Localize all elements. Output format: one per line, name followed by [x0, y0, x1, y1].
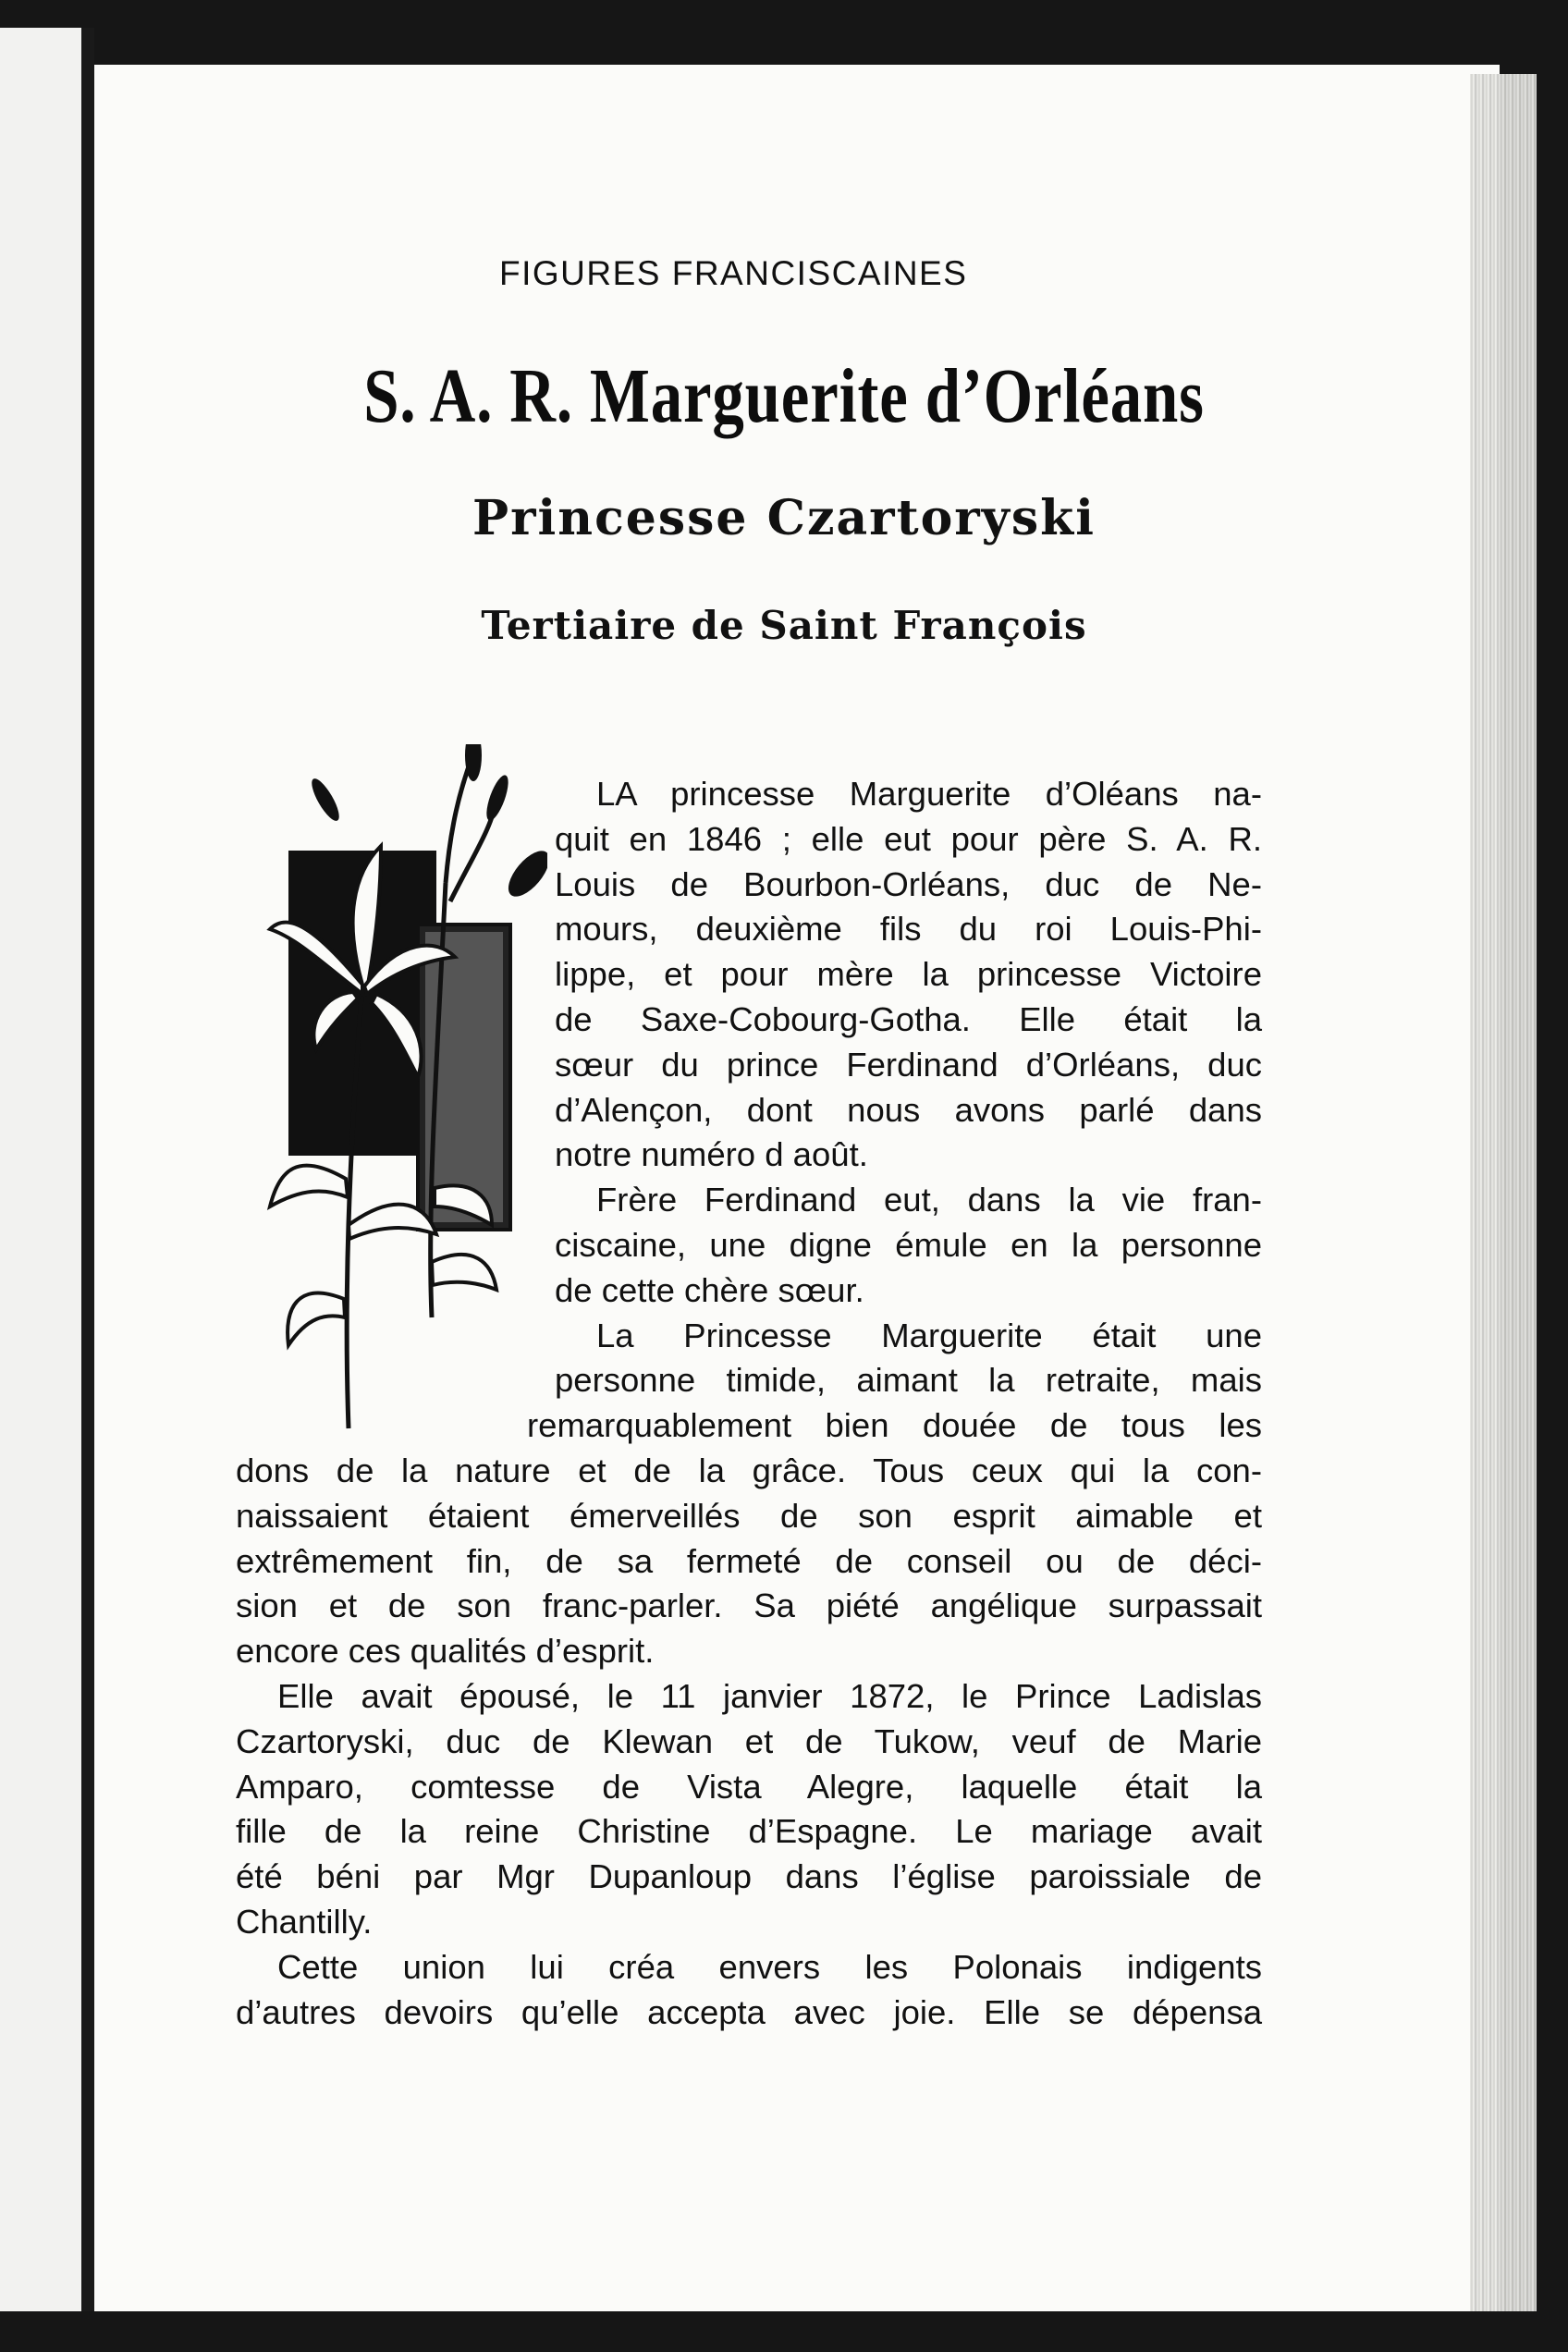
body-line: mours, deuxième fils du roi Louis-Phi-	[555, 910, 1262, 949]
body-line: Cette union lui créa envers les Polonais indigents	[277, 1947, 1262, 1986]
body-line: LA princesse Marguerite d’Oléans na-	[596, 775, 1262, 813]
body-line: d’autres devoirs qu’elle accepta avec joie. Elle se dépensa	[236, 1992, 1262, 2031]
book-gutter	[81, 28, 94, 2311]
article-subtitle-tertiary: Tertiaire de Saint François	[481, 603, 1087, 648]
article-subtitle: Princesse Czartoryski	[472, 490, 1096, 546]
body-line: naissaient étaient émerveillés de son esprit aimable et	[236, 1496, 1262, 1535]
body-line: remarquablement bien douée de tous les	[527, 1406, 1262, 1445]
body-line: fille de la reine Christine d’Espagne. Le mariage avait	[236, 1812, 1262, 1851]
body-line: personne timide, aimant la retraite, mais	[555, 1361, 1262, 1400]
page-stack-edge	[1470, 74, 1537, 2311]
body-line: Chantilly.	[236, 1902, 373, 1941]
body-line: de cette chère sœur.	[555, 1270, 864, 1309]
article-title: S. A. R. Marguerite d’Orléans	[363, 353, 1205, 439]
body-line: notre numéro d août.	[555, 1135, 868, 1174]
facing-page-edge	[0, 28, 81, 2311]
body-line: extrêmement fin, de sa fermeté de conseil ou de déci-	[236, 1541, 1262, 1580]
body-line: Czartoryski, duc de Klewan et de Tukow, veuf de Marie	[236, 1721, 1262, 1760]
body-line: de Saxe-Cobourg-Gotha. Elle était la	[555, 999, 1262, 1038]
body-line: ciscaine, une digne émule en la personne	[555, 1225, 1262, 1264]
body-line: sœur du prince Ferdinand d’Orléans, duc	[555, 1045, 1262, 1084]
body-line: d’Alençon, dont nous avons parlé dans	[555, 1090, 1262, 1129]
body-line: quit en 1846 ; elle eut pour père S. A. R.	[555, 819, 1262, 858]
body-line: Amparo, comtesse de Vista Alegre, laquelle était la	[236, 1767, 1262, 1806]
body-line: Louis de Bourbon-Orléans, duc de Ne-	[555, 864, 1262, 903]
body-line: Elle avait épousé, le 11 janvier 1872, le Prince Ladislas	[277, 1676, 1262, 1715]
body-line: lippe, et pour mère la princesse Victoire	[555, 955, 1262, 994]
body-line: dons de la nature et de la grâce. Tous ceux qui la con-	[236, 1451, 1262, 1489]
body-line: sion et de son franc-parler. Sa piété angélique surpassait	[236, 1586, 1262, 1625]
body-line: encore ces qualités d’esprit.	[236, 1632, 655, 1671]
running-head: FIGURES FRANCISCAINES	[499, 254, 968, 292]
body-line: été béni par Mgr Dupanloup dans l’église paroissiale de	[236, 1857, 1262, 1896]
body-line: La Princesse Marguerite était une	[596, 1316, 1262, 1354]
body-line: Frère Ferdinand eut, dans la vie fran-	[596, 1181, 1262, 1219]
article-body	[236, 772, 1262, 2035]
